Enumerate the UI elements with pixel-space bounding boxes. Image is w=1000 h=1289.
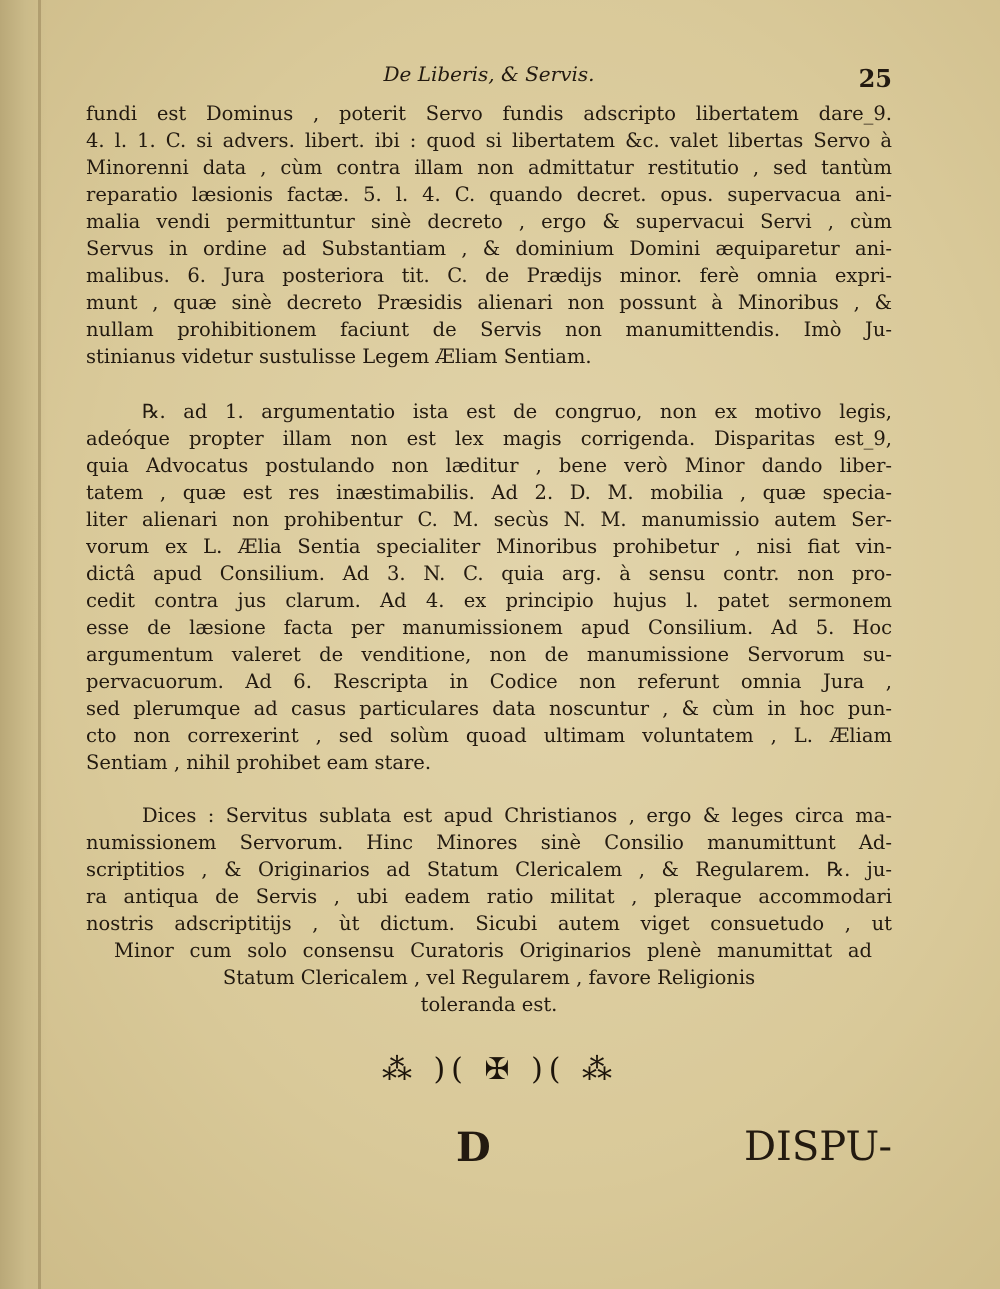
text-line: Sentiam , nihil prohibet eam stare. [86,751,432,774]
signature-mark: D [456,1124,491,1171]
text-line: 4. l. 1. C. si advers. libert. ibi : quod si libertatem &c. valet libertas Servo à [86,129,892,152]
text-line: Minor cum solo consensu Curatoris Originarios plenè manumittat ad [114,939,872,962]
text-line: Statum Clericalem , vel Regularem , favore Religionis [222,966,756,989]
running-head: De Liberis, & Servis. [383,62,595,86]
text-line: toleranda est. [420,993,558,1016]
page-header [86,62,892,92]
text-line: reparatio læsionis factæ. 5. l. 4. C. quando decret. opus. supervacua ani- [86,183,892,206]
paragraph-gap [86,370,892,398]
text-line: numissionem Servorum. Hinc Minores sinè Consilio manumittunt Ad- [86,831,892,854]
binding-edge [38,0,41,1289]
text-line: sed plerumque ad casus particulares data noscuntur , & cùm in hoc pun- [86,697,892,720]
text-line: cto non correxerint , sed solùm quoad ultimam voluntatem , L. Æliam [86,724,892,747]
text-line: Dices : Servitus sublata est apud Christianos , ergo & leges circa ma- [142,804,892,827]
paragraph-gap [86,776,892,802]
text-line: scriptitios , & Originarios ad Statum Clericalem , & Regularem. ℞. ju- [86,858,892,881]
text-line: Minorenni data , cùm contra illam non admittatur restitutio , sed tantùm [86,156,892,179]
text-line: pervacuorum. Ad 6. Rescripta in Codice non referunt omnia Jura , [86,670,892,693]
text-line: ℞. ad 1. argumentatio ista est de congruo, non ex motivo legis, [142,400,892,423]
paragraph-3 [86,802,892,1018]
text-line: stinianus videtur sustulisse Legem Æliam Sentiam. [86,345,592,368]
text-line: malia vendi permittuntur sinè decreto , ergo & supervacui Servi , cùm [86,210,892,233]
text-line: argumentum valeret de venditione, non de manumissione Servorum su- [86,643,892,666]
text-line: esse de læsione facta per manumissionem apud Consilium. Ad 5. Hoc [86,616,892,639]
text-line: malibus. 6. Jura posteriora tit. C. de Prædijs minor. ferè omnia expri- [86,264,892,287]
text-line: Servus in ordine ad Substantiam , & dominium Domini æquiparetur ani- [86,237,892,260]
text-line: ra antiqua de Servis , ubi eadem ratio militat , pleraque accommodari [86,885,892,908]
text-line: adeóque propter illam non est lex magis corrigenda. Disparitas est_9, [86,427,892,450]
text-line: liter alienari non prohibentur C. M. secùs N. M. manumissio autem Ser- [86,508,892,531]
paragraph-1 [86,100,892,370]
page-number: 25 [858,64,892,93]
text-line: munt , quæ sinè decreto Præsidis alienari non possunt à Minoribus , & [86,291,892,314]
text-line: cedit contra jus clarum. Ad 4. ex principio hujus l. patet sermonem [86,589,892,612]
text-line: nullam prohibitionem faciunt de Servis non manumittendis. Imò Ju- [86,318,892,341]
paragraph-2 [86,398,892,776]
printer-ornament: ⁂ )( ✠ )( ⁂ [381,1052,619,1087]
text-line: quia Advocatus postulando non læditur , bene verò Minor dando liber- [86,454,892,477]
body-text [86,100,892,1018]
catchword: DISPU- [743,1124,892,1170]
text-line: vorum ex L. Ælia Sentia specialiter Minoribus prohibetur , nisi fiat vin- [86,535,892,558]
text-line: fundi est Dominus , poterit Servo fundis adscripto libertatem dare_9. [86,102,892,125]
text-line: nostris adscriptitijs , ùt dictum. Sicubi autem viget consuetudo , ut [86,912,892,935]
text-line: tatem , quæ est res inæstimabilis. Ad 2. D. M. mobilia , quæ specia- [86,481,892,504]
text-line: dictâ apud Consilium. Ad 3. N. C. quia arg. à sensu contr. non pro- [86,562,892,585]
